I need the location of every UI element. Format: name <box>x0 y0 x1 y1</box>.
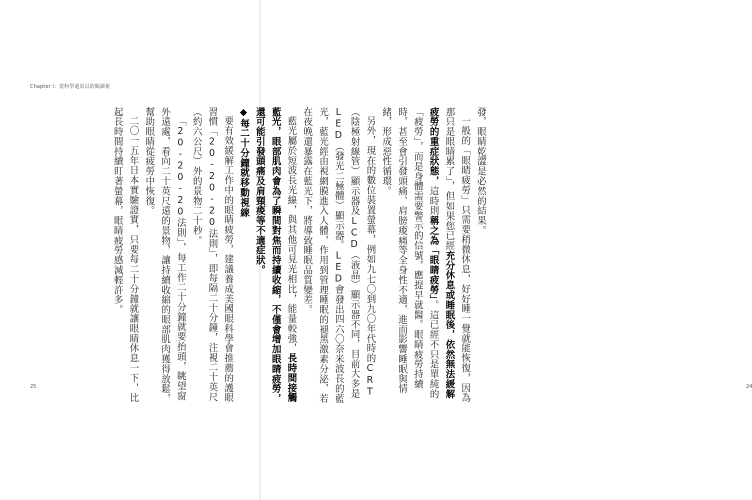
text-run: 眼睛累了」，但如果您已經 <box>443 136 455 251</box>
page-number-left: 25 <box>30 384 37 390</box>
text-run: 。這已經不只是單純的「疲勞」，而是身體需要警示的信號，應提早就醫。眼睛疲勞持續時，甚至會引發頭痛、肩膀痠痛等全身性不適，進而影響睡眠與情緒，形成惡性循環。 <box>380 107 439 400</box>
paragraph <box>377 107 472 405</box>
paragraph: 另外，現在的數位裝置螢幕，例如九七〇到九〇年代時的CRT（陰極射線管）顯示器及LCD（液晶）顯示器不同，目前大多是LED（發光二極體）顯示器。LED會發出四六〇奈米波長的藍光，藍光經由視網膜進入人體，作用到管理睡眠的褪黑激素分泌，若在夜晚還暴露在藍光下，將導致睡眠品質變差。 <box>301 107 376 404</box>
paragraph: 發，眼睛乾澀是必然的結果。 <box>475 107 486 236</box>
page-number-right: 24 <box>746 384 752 390</box>
paragraph: 「20-20-20法則」，每工作二十分鐘就要抬頭，眺望窗外遠處，看向二十英尺遠的景物，讓持續收縮的眼部肌肉獲得放鬆，幫助眼睛從疲勞中恢復。 <box>143 107 186 404</box>
emphasis-text: 長時間接觸藍光，眼部肌肉會為了瞬間對焦而持續收縮，不僅會增加眼睛疲勞，還可能引發頭痛及肩頸痠等不適症狀。 <box>253 107 297 404</box>
paragraph <box>251 107 298 405</box>
text-run: 這時則 <box>427 186 439 216</box>
paragraph: 二〇一五年日本實驗證實，只要每二十分鐘就讓眼睛休息一下，比起長時間持續盯著螢幕，眼睛疲勞感減輕許多。 <box>111 107 139 404</box>
right-page <box>111 0 752 500</box>
text-run: 藍光屬於短波長光線，與其他可見光相比，能量較強， <box>285 116 297 354</box>
emphasis-text: 稱之為「眼睛疲勞」 <box>427 215 439 301</box>
right-page-body-text <box>111 107 488 405</box>
chapter-header: Chapter I：當科學還原以的閱讀視 <box>30 84 111 90</box>
section-heading: ◆每二十分鐘就移動視線 <box>238 107 250 218</box>
emphasis-text: 充分休息或睡眠後，依然無法緩解疲勞的重症狀態， <box>427 107 455 400</box>
text-run: 一般的「眼睛疲勞」只需要稍微休息，好好睡一覺就能恢復，因為那只是 <box>443 107 471 404</box>
paragraph: 要有效緩解工作中的眼睛疲勞，建議養成美國眼科學會推薦的護眼習慣「20-20-20法則」，即每隔二十分鐘，注視二十英尺（約六公尺）外的景物二十秒。 <box>190 107 234 404</box>
